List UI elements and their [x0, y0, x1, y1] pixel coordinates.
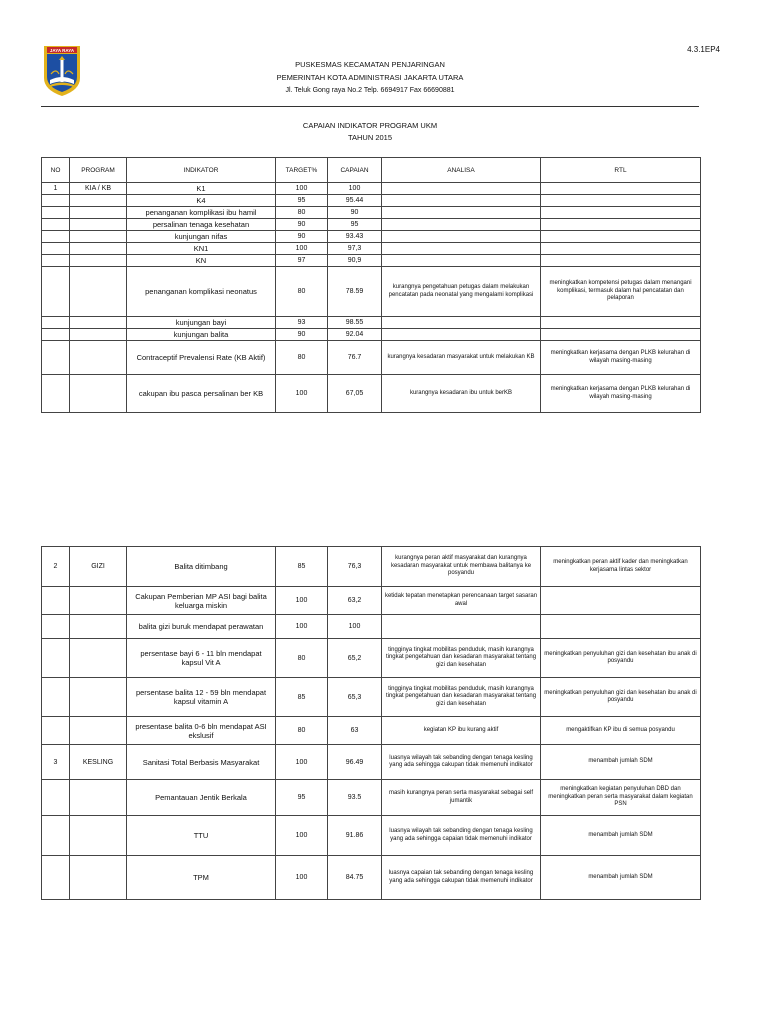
- cell-target: 100: [276, 816, 328, 856]
- cell-no: [42, 231, 70, 243]
- cell-indikator: TPM: [127, 856, 276, 900]
- cell-indikator: Sanitasi Total Berbasis Masyarakat: [127, 745, 276, 780]
- cell-capaian: 93.43: [328, 231, 382, 243]
- cell-indikator: persalinan tenaga kesehatan: [127, 219, 276, 231]
- cell-rtl: menambah jumlah SDM: [541, 856, 701, 900]
- cell-program: GIZI: [70, 547, 127, 587]
- logo-motto: JAYA RAYA: [49, 48, 75, 53]
- indicator-table-kia: [41, 157, 701, 413]
- cell-analisa: [382, 183, 541, 195]
- cell-capaian: 96.49: [328, 745, 382, 780]
- cell-program: [70, 678, 127, 717]
- cell-analisa: [382, 231, 541, 243]
- cell-program: [70, 317, 127, 329]
- header-capaian: CAPAIAN: [328, 158, 382, 183]
- cell-analisa: masih kurangnya peran serta masyarakat sebagai self jumantik: [382, 780, 541, 816]
- header-rtl: RTL: [541, 158, 701, 183]
- cell-capaian: 100: [328, 615, 382, 639]
- cell-analisa: [382, 317, 541, 329]
- cell-program: [70, 856, 127, 900]
- cell-capaian: 95.44: [328, 195, 382, 207]
- cell-indikator: KN: [127, 255, 276, 267]
- cell-program: [70, 267, 127, 317]
- cell-no: [42, 317, 70, 329]
- cell-target: 80: [276, 207, 328, 219]
- cell-program: [70, 231, 127, 243]
- table-row: [42, 816, 701, 856]
- cell-indikator: kunjungan balita: [127, 329, 276, 341]
- cell-program: [70, 780, 127, 816]
- cell-analisa: ketidak tepatan menetapkan perencanaan target sasaran awal: [382, 587, 541, 615]
- cell-program: [70, 816, 127, 856]
- cell-indikator: persentase bayi 6 - 11 bln mendapat kapsul Vit A: [127, 639, 276, 678]
- cell-rtl: [541, 329, 701, 341]
- cell-analisa: luasnya capaian tak sebanding dengan tenaga kesling yang ada sehingga cakupan tidak memenuhi indikator: [382, 856, 541, 900]
- cell-rtl: mengaktifkan KP ibu di semua posyandu: [541, 717, 701, 745]
- cell-target: 100: [276, 375, 328, 413]
- cell-indikator: penanganan komplikasi neonatus: [127, 267, 276, 317]
- cell-indikator: balita gizi buruk mendapat perawatan: [127, 615, 276, 639]
- cell-target: 100: [276, 745, 328, 780]
- cell-rtl: meningkatkan peran aktif kader dan meningkatkan kerjasama lintas sektor: [541, 547, 701, 587]
- cell-rtl: meningkatkan kompetensi petugas dalam menangani komplikasi, termasuk dalam hal pencatatan dan pelaporan: [541, 267, 701, 317]
- letterhead: [150, 58, 590, 97]
- cell-analisa: luasnya wilayah tak sebanding dengan tenaga kesling yang ada sehingga capaian tidak memenuhi indikator: [382, 816, 541, 856]
- cell-rtl: meningkatkan penyuluhan gizi dan kesehatan ibu anak di posyandu: [541, 639, 701, 678]
- table-row: [42, 183, 701, 195]
- cell-target: 100: [276, 183, 328, 195]
- cell-rtl: [541, 207, 701, 219]
- cell-indikator: KN1: [127, 243, 276, 255]
- cell-no: 1: [42, 183, 70, 195]
- cell-program: [70, 243, 127, 255]
- cell-analisa: luasnya wilayah tak sebanding dengan tenaga kesling yang ada sehingga cakupan tidak memenuhi indikator: [382, 745, 541, 780]
- cell-program: KESLING: [70, 745, 127, 780]
- cell-no: [42, 639, 70, 678]
- cell-program: [70, 375, 127, 413]
- cell-rtl: meningkatkan penyuluhan gizi dan kesehatan ibu anak di posyandu: [541, 678, 701, 717]
- cell-target: 95: [276, 780, 328, 816]
- cell-indikator: Cakupan Pemberian MP ASI bagi balita keluarga miskin: [127, 587, 276, 615]
- cell-no: [42, 615, 70, 639]
- cell-analisa: kurangnya pengetahuan petugas dalam melakukan pencatatan pada neonatal yang mengalami komplikasi: [382, 267, 541, 317]
- document-code: 4.3.1EP4: [687, 45, 720, 54]
- table-row: [42, 341, 701, 375]
- cell-indikator: TTU: [127, 816, 276, 856]
- cell-no: [42, 207, 70, 219]
- cell-capaian: 76.7: [328, 341, 382, 375]
- cell-capaian: 90: [328, 207, 382, 219]
- table-row: [42, 317, 701, 329]
- table-row: [42, 231, 701, 243]
- cell-capaian: 67,05: [328, 375, 382, 413]
- cell-no: [42, 375, 70, 413]
- cell-program: [70, 195, 127, 207]
- cell-rtl: [541, 255, 701, 267]
- cell-rtl: meningkatkan kerjasama dengan PLKB kelurahan di wilayah masing-masing: [541, 375, 701, 413]
- cell-capaian: 100: [328, 183, 382, 195]
- table-row: [42, 329, 701, 341]
- table-row: [42, 255, 701, 267]
- cell-target: 90: [276, 329, 328, 341]
- cell-target: 100: [276, 587, 328, 615]
- cell-program: [70, 207, 127, 219]
- cell-capaian: 84.75: [328, 856, 382, 900]
- cell-indikator: Contraceptif Prevalensi Rate (KB Aktif): [127, 341, 276, 375]
- table-row: [42, 745, 701, 780]
- cell-analisa: [382, 255, 541, 267]
- cell-rtl: [541, 587, 701, 615]
- cell-no: [42, 678, 70, 717]
- cell-capaian: 95: [328, 219, 382, 231]
- cell-no: [42, 219, 70, 231]
- cell-no: [42, 856, 70, 900]
- cell-analisa: kegiatan KP ibu kurang aktif: [382, 717, 541, 745]
- cell-capaian: 92.04: [328, 329, 382, 341]
- header-target: TARGET%: [276, 158, 328, 183]
- cell-capaian: 63: [328, 717, 382, 745]
- cell-capaian: 97,3: [328, 243, 382, 255]
- government-name: PEMERINTAH KOTA ADMINISTRASI JAKARTA UTARA: [276, 73, 464, 82]
- cell-indikator: Balita ditimbang: [127, 547, 276, 587]
- cell-program: [70, 615, 127, 639]
- letterhead-divider: [41, 106, 699, 107]
- cell-indikator: persentase balita 12 - 59 bln mendapat kapsul vitamin A: [127, 678, 276, 717]
- jakarta-emblem-logo: [42, 44, 82, 98]
- cell-capaian: 76,3: [328, 547, 382, 587]
- cell-analisa: tingginya tingkat mobilitas penduduk, masih kurangnya tingkat pengetahuan dan kesadaran masyarakat tentang gizi dan kesehatan: [382, 678, 541, 717]
- table-row: [42, 547, 701, 587]
- cell-no: [42, 717, 70, 745]
- cell-target: 80: [276, 639, 328, 678]
- table-row: [42, 717, 701, 745]
- cell-target: 85: [276, 678, 328, 717]
- cell-rtl: meningkatkan kerjasama dengan PLKB kelurahan di wilayah masing-masing: [541, 341, 701, 375]
- cell-capaian: 90,9: [328, 255, 382, 267]
- cell-program: [70, 255, 127, 267]
- cell-capaian: 78.59: [328, 267, 382, 317]
- cell-rtl: [541, 231, 701, 243]
- cell-no: [42, 243, 70, 255]
- table-row: [42, 615, 701, 639]
- cell-program: [70, 639, 127, 678]
- cell-target: 95: [276, 195, 328, 207]
- cell-rtl: meningkatkan kegiatan penyuluhan DBD dan meningkatkan peran serta masyarakat dalam kegiatan PSN: [541, 780, 701, 816]
- cell-capaian: 91.86: [328, 816, 382, 856]
- cell-target: 100: [276, 856, 328, 900]
- cell-analisa: kurangnya kesadaran ibu untuk berKB: [382, 375, 541, 413]
- cell-no: 3: [42, 745, 70, 780]
- cell-target: 97: [276, 255, 328, 267]
- cell-indikator: penanganan komplikasi ibu hamil: [127, 207, 276, 219]
- table-row: [42, 780, 701, 816]
- cell-analisa: tingginya tingkat mobilitas penduduk, masih kurangnya tingkat pengetahuan dan kesadaran masyarakat tentang gizi dan kesehatan: [382, 639, 541, 678]
- cell-target: 100: [276, 243, 328, 255]
- cell-no: [42, 267, 70, 317]
- cell-analisa: [382, 329, 541, 341]
- cell-rtl: menambah jumlah SDM: [541, 816, 701, 856]
- cell-no: [42, 255, 70, 267]
- table-row: [42, 678, 701, 717]
- cell-target: 100: [276, 615, 328, 639]
- cell-rtl: [541, 183, 701, 195]
- header-indikator: INDIKATOR: [127, 158, 276, 183]
- cell-analisa: kurangnya kesadaran masyarakat untuk melakukan KB: [382, 341, 541, 375]
- indicator-table-gizi-kesling: [41, 546, 701, 900]
- cell-program: KIA / KB: [70, 183, 127, 195]
- cell-target: 80: [276, 267, 328, 317]
- cell-indikator: K4: [127, 195, 276, 207]
- table-row: [42, 195, 701, 207]
- cell-program: [70, 717, 127, 745]
- table-row: [42, 267, 701, 317]
- cell-no: [42, 816, 70, 856]
- cell-indikator: K1: [127, 183, 276, 195]
- cell-indikator: kunjungan bayi: [127, 317, 276, 329]
- cell-program: [70, 329, 127, 341]
- cell-indikator: Pemantauan Jentik Berkala: [127, 780, 276, 816]
- cell-no: [42, 587, 70, 615]
- cell-rtl: [541, 615, 701, 639]
- cell-analisa: [382, 243, 541, 255]
- cell-capaian: 93.5: [328, 780, 382, 816]
- institution-name: PUSKESMAS KECAMATAN PENJARINGAN: [295, 60, 445, 69]
- table-header-row: [42, 158, 701, 183]
- cell-capaian: 65,3: [328, 678, 382, 717]
- cell-target: 90: [276, 231, 328, 243]
- cell-rtl: [541, 219, 701, 231]
- cell-rtl: menambah jumlah SDM: [541, 745, 701, 780]
- cell-analisa: [382, 207, 541, 219]
- cell-rtl: [541, 317, 701, 329]
- table-row: [42, 219, 701, 231]
- cell-indikator: presentase balita 0-6 bln mendapat ASI ekslusif: [127, 717, 276, 745]
- cell-indikator: kunjungan nifas: [127, 231, 276, 243]
- report-title-block: [150, 120, 590, 144]
- cell-no: [42, 341, 70, 375]
- cell-program: [70, 219, 127, 231]
- table-row: [42, 375, 701, 413]
- cell-analisa: [382, 615, 541, 639]
- cell-analisa: kurangnya peran aktif masyarakat dan kurangnya kesadaran masyarakat untuk membawa balitanya ke posyandu: [382, 547, 541, 587]
- header-analisa: ANALISA: [382, 158, 541, 183]
- cell-target: 85: [276, 547, 328, 587]
- cell-capaian: 63,2: [328, 587, 382, 615]
- cell-program: [70, 587, 127, 615]
- cell-capaian: 65,2: [328, 639, 382, 678]
- cell-no: [42, 329, 70, 341]
- table-row: [42, 856, 701, 900]
- cell-analisa: [382, 219, 541, 231]
- cell-target: 80: [276, 341, 328, 375]
- header-program: PROGRAM: [70, 158, 127, 183]
- cell-analisa: [382, 195, 541, 207]
- cell-no: [42, 780, 70, 816]
- cell-target: 93: [276, 317, 328, 329]
- table-row: [42, 639, 701, 678]
- cell-target: 90: [276, 219, 328, 231]
- table-row: [42, 243, 701, 255]
- cell-target: 80: [276, 717, 328, 745]
- cell-no: 2: [42, 547, 70, 587]
- header-no: NO: [42, 158, 70, 183]
- table-row: [42, 207, 701, 219]
- cell-program: [70, 341, 127, 375]
- cell-indikator: cakupan ibu pasca persalinan ber KB: [127, 375, 276, 413]
- cell-capaian: 98.55: [328, 317, 382, 329]
- cell-rtl: [541, 195, 701, 207]
- report-title: CAPAIAN INDIKATOR PROGRAM UKM: [302, 121, 438, 130]
- table-row: [42, 587, 701, 615]
- institution-address: Jl. Teluk Gong raya No.2 Telp. 6694917 Fax 66690881: [285, 87, 455, 94]
- report-year: TAHUN 2015: [347, 133, 393, 142]
- cell-no: [42, 195, 70, 207]
- cell-rtl: [541, 243, 701, 255]
